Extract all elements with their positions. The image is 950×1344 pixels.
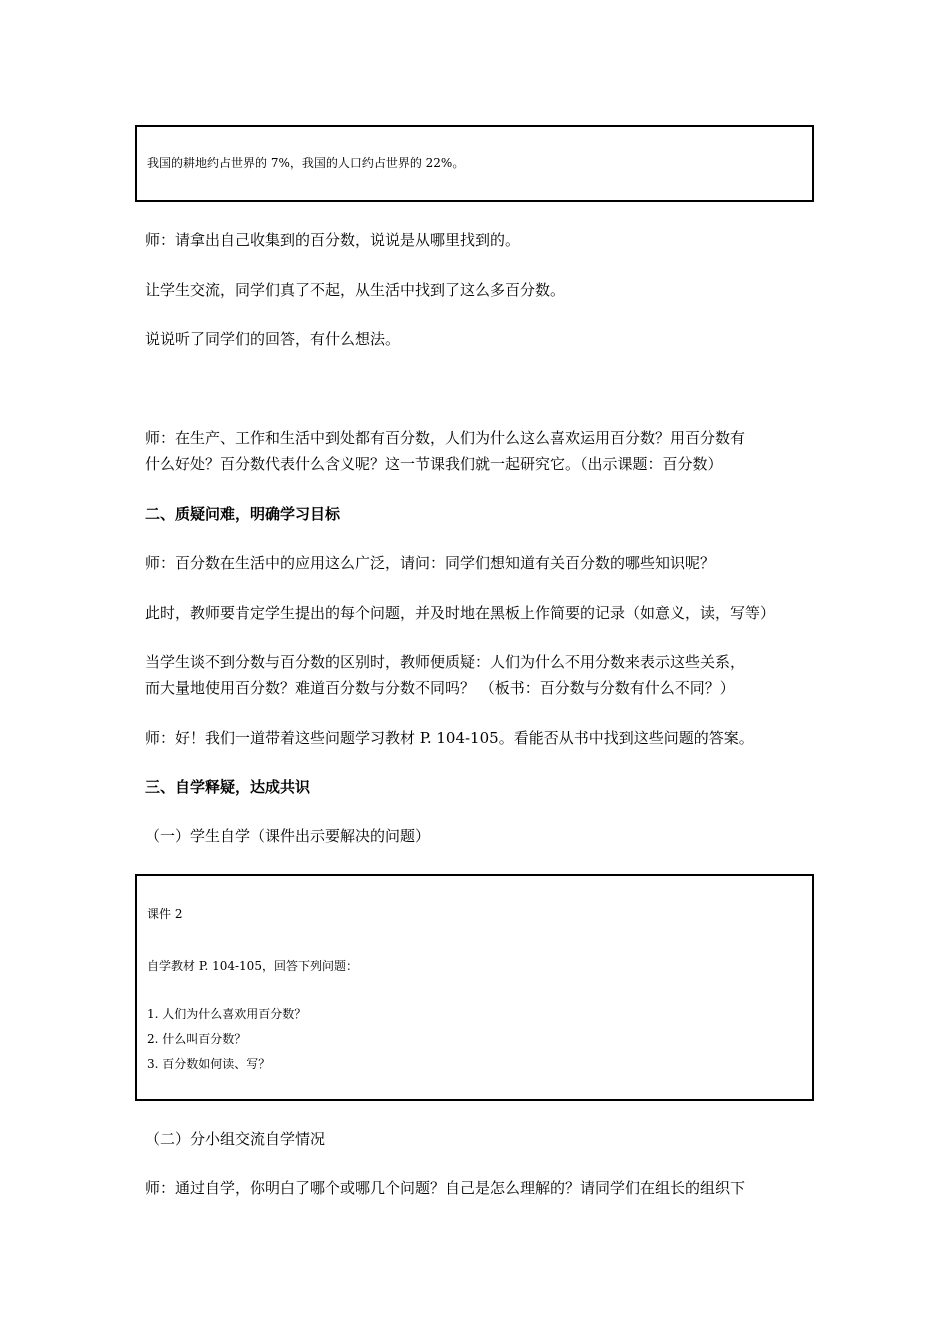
paragraph: 师：通过自学，你明白了哪个或哪几个问题？自己是怎么理解的？请同学们在组长的组织下 [145, 1179, 746, 1197]
paragraph: 当学生谈不到分数与百分数的区别时，教师便质疑：人们为什么不用分数来表示这些关系， [145, 653, 746, 671]
question-item: 3. 百分数如何读、写？ [147, 1057, 271, 1071]
paragraph: 此时，教师要肯定学生提出的每个问题，并及时地在黑板上作简要的记录（如意义，读，写等） [145, 604, 776, 622]
quote-box [135, 125, 814, 202]
paragraph: 而大量地使用百分数？难道百分数与分数不同吗？ （板书：百分数与分数有什么不同？） [145, 679, 735, 697]
question-item: 2. 什么叫百分数？ [147, 1032, 247, 1046]
paragraph: 什么好处？百分数代表什么含义呢？这一节课我们就一起研究它。（出示课题：百分数） [145, 455, 723, 473]
quote-text: 我国的耕地约占世界的 7%，我国的人口约占世界的 22%。 [147, 156, 465, 170]
courseware-title: 课件 2 [147, 907, 183, 921]
paragraph: （一）学生自学（课件出示要解决的问题） [145, 827, 431, 845]
paragraph: 师：百分数在生活中的应用这么广泛，请问：同学们想知道有关百分数的哪些知识呢？ [145, 554, 716, 572]
courseware-box [135, 874, 814, 1101]
courseware-instruction: 自学教材 P. 104-105，回答下列问题： [147, 959, 358, 973]
paragraph: 让学生交流，同学们真了不起，从生活中找到了这么多百分数。 [145, 281, 566, 299]
paragraph: 师：在生产、工作和生活中到处都有百分数，人们为什么这么喜欢运用百分数？用百分数有 [145, 429, 746, 447]
paragraph: 师：请拿出自己收集到的百分数，说说是从哪里找到的。 [145, 231, 521, 249]
paragraph: 师：好！我们一道带着这些问题学习教材 P. 104-105。看能否从书中找到这些问题的答案。 [145, 729, 754, 747]
paragraph: 说说听了同学们的回答，有什么想法。 [145, 330, 401, 348]
question-item: 1. 人们为什么喜欢用百分数？ [147, 1007, 307, 1021]
paragraph: （二）分小组交流自学情况 [145, 1130, 326, 1148]
section-heading: 二、质疑问难，明确学习目标 [145, 505, 341, 523]
section-heading: 三、自学释疑，达成共识 [145, 778, 311, 796]
